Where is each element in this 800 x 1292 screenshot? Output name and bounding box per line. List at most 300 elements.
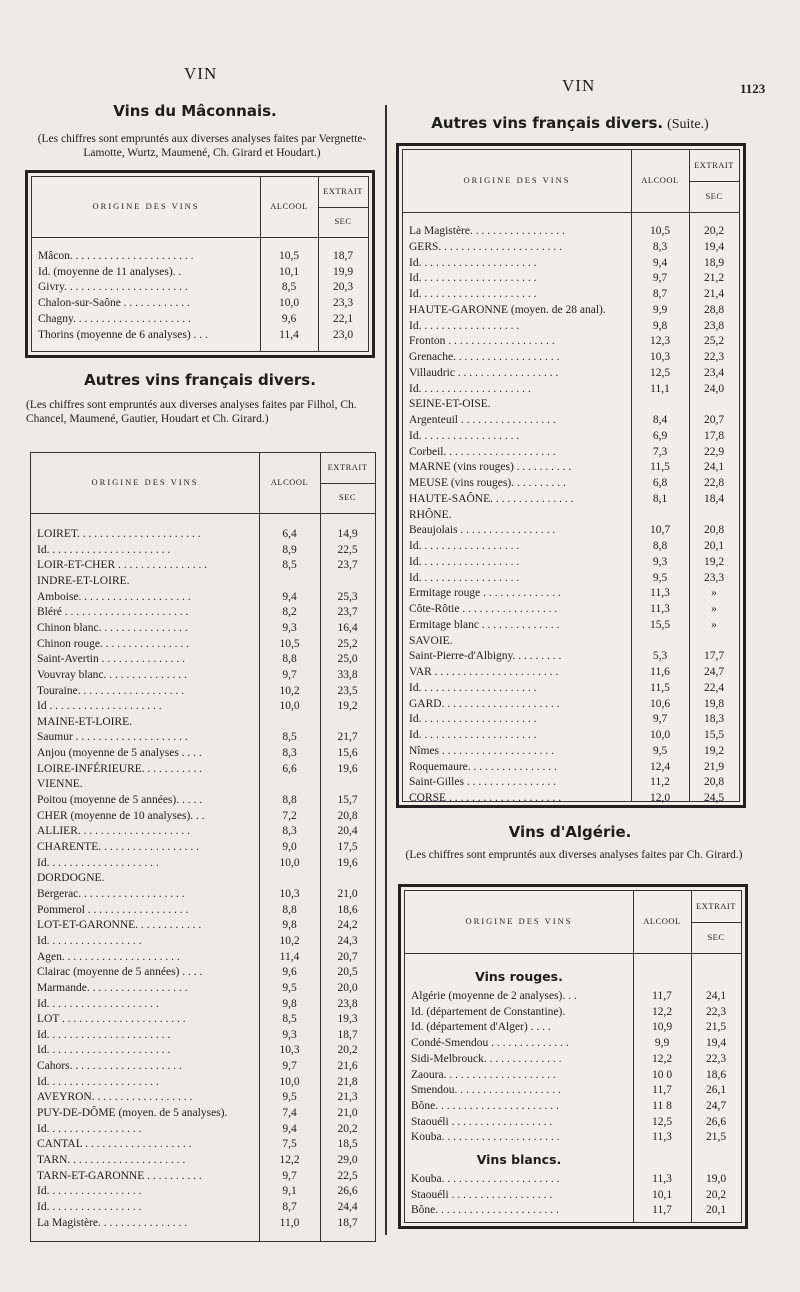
extract-cell: 22,8: [703, 477, 725, 489]
table-row: [403, 397, 739, 412]
table-row: [32, 280, 368, 295]
extract-cell: 24,5: [703, 792, 725, 804]
extract-cell: 19,6: [337, 762, 358, 775]
extract-cell: 24,3: [337, 934, 358, 947]
extract-cell: 24,1: [705, 990, 727, 1002]
extract-cell: 22,3: [705, 1052, 727, 1065]
extract-cell: 22,4: [703, 681, 725, 694]
origin-cell: Nîmes . . . . . . . . . . . . . . . . . . . .: [409, 744, 555, 757]
extract-cell: 22,9: [703, 445, 725, 458]
table-row: [403, 775, 739, 790]
table-row: [403, 476, 739, 491]
origin-cell: VAR . . . . . . . . . . . . . . . . . . . . . .: [409, 666, 559, 678]
table-row: [31, 605, 375, 620]
alcohol-cell: 8,7: [652, 288, 668, 300]
alcohol-cell: 9,5: [652, 744, 668, 757]
table-row: [403, 413, 739, 428]
extract-cell: 21,7: [337, 731, 358, 744]
table-row: [403, 665, 739, 680]
origin-cell: Id. . . . . . . . . . . . . . . . . . . . .: [409, 288, 537, 300]
table-row: [403, 586, 739, 601]
running-head-right: VIN: [562, 76, 596, 95]
alcohol-cell: 11,3: [652, 1173, 672, 1185]
extract-cell: 33,8: [337, 668, 358, 681]
section-title-suite-suffix: (Suite.): [667, 117, 709, 132]
table-row: [31, 809, 375, 824]
table-row: [31, 1090, 375, 1105]
alcohol-cell: 9,1: [282, 1185, 297, 1198]
extract-cell: »: [711, 618, 717, 631]
alcohol-cell: 7,5: [282, 1138, 297, 1151]
extract-cell: 23,0: [332, 328, 354, 341]
extract-cell: 18,7: [337, 1216, 358, 1229]
alcohol-cell: 9,7: [282, 668, 297, 681]
alcohol-cell: 11,4: [279, 950, 300, 963]
alcohol-cell: 11,7: [652, 1204, 672, 1217]
alcohol-cell: 10,0: [278, 297, 300, 310]
origin-cell: Id. . . . . . . . . . . . . . . . .: [37, 934, 142, 947]
section-note-maconnais: (Les chiffres sont empruntés aux diverses analyses faites par Vergnette-Lamotte, Wurtz, Maumené, Ch. Girard et Houdart.): [37, 133, 367, 159]
alcohol-cell: 9,0: [282, 841, 297, 853]
alcohol-cell: 10,5: [649, 225, 671, 237]
alcohol-cell: 9,4: [652, 256, 668, 269]
alcohol-cell: 12,5: [649, 366, 671, 379]
header-alcohol: ALCOOL: [641, 175, 679, 185]
alcohol-cell: 6,9: [652, 429, 668, 442]
table-row: [31, 1122, 375, 1137]
extract-cell: 28,8: [703, 303, 725, 316]
origin-cell: Id. . . . . . . . . . . . . . . . .: [37, 1200, 142, 1213]
origin-cell: CANTAL . . . . . . . . . . . . . . . . . . .: [37, 1138, 192, 1151]
subsection-title: Vins blancs.: [476, 1152, 562, 1167]
extract-cell: 24,0: [703, 382, 725, 395]
alcohol-cell: 8,8: [282, 903, 297, 916]
header-extract-sec: SEC: [334, 216, 352, 226]
origin-cell: Beaujolais . . . . . . . . . . . . . . . . .: [409, 524, 556, 537]
extract-cell: 18,6: [705, 1068, 727, 1081]
extract-cell: 20,8: [337, 809, 358, 822]
extract-cell: 18,9: [703, 256, 725, 269]
table-row: [403, 240, 739, 255]
origin-cell: Id . . . . . . . . . . . . . . . . . . . .: [37, 700, 162, 713]
alcohol-cell: 6,6: [282, 762, 297, 775]
alcohol-cell: 9,8: [282, 919, 297, 932]
origin-cell: Sidi-Melbrouck. . . . . . . . . . . . . .: [411, 1052, 562, 1065]
alcohol-cell: 10,0: [279, 856, 300, 869]
origin-cell: La Magistère. . . . . . . . . . . . . . . .: [37, 1216, 188, 1229]
origin-cell: GARD. . . . . . . . . . . . . . . . . . . . .: [409, 697, 560, 710]
table-row: [32, 296, 368, 311]
table-row: [31, 918, 375, 933]
table-row: [403, 539, 739, 554]
extract-cell: 18,6: [337, 903, 358, 916]
extract-cell: 23,7: [337, 559, 358, 572]
table-algerie: [398, 884, 748, 1229]
table-row: [31, 543, 375, 558]
origin-cell: HAUTE-SAÔNE. . . . . . . . . . . . . . .: [409, 492, 574, 505]
header-extract-sec: SEC: [338, 492, 357, 502]
extract-cell: 21,5: [705, 1021, 727, 1034]
origin-cell: LOIRE-INFÉRIEURE. . . . . . . . . . .: [37, 762, 203, 775]
origin-cell: Saint-Pierre-d'Albigny. . . . . . . . .: [409, 650, 562, 663]
extract-cell: 20,5: [337, 966, 358, 979]
alcohol-cell: 8,5: [282, 1013, 297, 1026]
table-row: [403, 634, 739, 649]
alcohol-cell: 9,8: [652, 319, 668, 332]
extract-cell: 19,8: [703, 697, 725, 710]
origin-cell: RHÔNE.: [409, 508, 452, 521]
alcohol-cell: 11,7: [652, 990, 672, 1002]
alcohol-cell: 12,2: [279, 1154, 300, 1166]
extract-cell: 23,4: [703, 366, 725, 379]
origin-cell: Corbeil. . . . . . . . . . . . . . . . . . . .: [409, 445, 556, 458]
table-row: [405, 1005, 741, 1020]
extract-cell: 20,0: [337, 981, 358, 994]
origin-cell: La Magistère. . . . . . . . . . . . . . . . .: [409, 225, 565, 237]
table-row: [403, 760, 739, 775]
origin-cell: Id. . . . . . . . . . . . . . . . . . . . .: [409, 681, 537, 694]
origin-cell: Ermitage blanc . . . . . . . . . . . . . .: [409, 618, 560, 631]
origin-cell: Id. . . . . . . . . . . . . . . . . .: [409, 571, 520, 584]
table-row: [403, 350, 739, 365]
table-row: [31, 871, 375, 886]
origin-cell: Chinon blanc. . . . . . . . . . . . . . . .: [37, 621, 188, 634]
header-origin: ORIGINE DES VINS: [465, 916, 573, 926]
origin-cell: Roquemaure. . . . . . . . . . . . . . . .: [409, 760, 557, 773]
origin-cell: Bône. . . . . . . . . . . . . . . . . . . . . .: [411, 1204, 559, 1217]
table-suite: [396, 143, 746, 808]
extract-cell: 19,3: [337, 1013, 358, 1026]
header-rule: [403, 212, 739, 213]
alcohol-cell: 11,2: [650, 776, 670, 789]
alcohol-cell: 10,2: [279, 934, 300, 947]
extract-cell: 26,6: [705, 1115, 727, 1128]
table-row: [31, 574, 375, 589]
table-row: [32, 265, 368, 280]
origin-cell: Saint-Avertin . . . . . . . . . . . . . . .: [37, 653, 185, 666]
origin-cell: Kouba. . . . . . . . . . . . . . . . . . . . .: [411, 1173, 560, 1185]
extract-cell: 20,1: [705, 1204, 727, 1217]
table-row: [403, 523, 739, 538]
origin-cell: Zaoura. . . . . . . . . . . . . . . . . . . .: [411, 1068, 556, 1081]
extract-cell: 19,2: [337, 700, 358, 713]
header-rule: [318, 207, 368, 208]
origin-cell: CHARENTE. . . . . . . . . . . . . . . . . .: [37, 841, 199, 853]
origin-cell: Chagny. . . . . . . . . . . . . . . . . . . . .: [38, 312, 191, 325]
header-origin: ORIGINE DES VINS: [463, 175, 571, 185]
origin-cell: Touraine. . . . . . . . . . . . . . . . . . .: [37, 684, 185, 697]
alcohol-cell: 10,3: [649, 351, 671, 363]
extract-cell: 23,3: [703, 571, 725, 584]
alcohol-cell: 8,3: [282, 747, 297, 760]
table-row: [403, 728, 739, 743]
extract-cell: 25,0: [337, 653, 358, 666]
origin-cell: Id. . . . . . . . . . . . . . . . . .: [409, 429, 520, 442]
origin-cell: Id. . . . . . . . . . . . . . . . . .: [409, 540, 520, 552]
alcohol-cell: 10,0: [649, 729, 671, 741]
table-row: [31, 590, 375, 605]
table-row: [31, 1043, 375, 1058]
origin-cell: Bléré . . . . . . . . . . . . . . . . . . . . . .: [37, 606, 189, 619]
table-row: [403, 602, 739, 617]
origin-cell: Amboise. . . . . . . . . . . . . . . . . . . .: [37, 590, 191, 603]
alcohol-cell: 5,3: [652, 650, 668, 663]
header-extract-sec: SEC: [707, 931, 725, 942]
running-head-left: VIN: [184, 64, 218, 83]
extract-cell: 21,5: [705, 1131, 727, 1144]
extract-cell: 20,4: [337, 825, 358, 838]
alcohol-cell: 11,7: [652, 1084, 672, 1097]
table-row: [403, 303, 739, 318]
alcohol-cell: 8,8: [282, 653, 297, 666]
extract-cell: 22,3: [705, 1005, 727, 1018]
alcohol-cell: 9,9: [652, 303, 668, 316]
header-alcohol: ALCOOL: [270, 201, 308, 211]
table-row: [31, 1169, 375, 1184]
header-rule: [32, 237, 368, 238]
table-row: [31, 1075, 375, 1090]
table-row: [403, 429, 739, 444]
table-row: [403, 492, 739, 507]
extract-cell: 20,8: [703, 776, 725, 789]
header-extract: EXTRAIT: [694, 159, 734, 170]
origin-cell: Algérie (moyenne de 2 analyses). . .: [411, 990, 577, 1002]
alcohol-cell: 10,0: [279, 1075, 300, 1088]
header-origin: ORIGINE DES VINS: [91, 477, 199, 487]
extract-cell: 19,4: [703, 240, 725, 253]
alcohol-cell: 8,8: [282, 794, 297, 807]
origin-cell: Bône. . . . . . . . . . . . . . . . . . . . . .: [411, 1099, 559, 1112]
origin-cell: Chinon rouge. . . . . . . . . . . . . . . .: [37, 637, 190, 650]
extract-cell: 19,2: [703, 744, 725, 757]
origin-cell: Côte-Rôtie . . . . . . . . . . . . . . . . .: [409, 603, 558, 615]
table-row: [31, 668, 375, 683]
extract-cell: 15,6: [337, 747, 358, 760]
extract-cell: 24,1: [703, 461, 725, 474]
origin-cell: Id. . . . . . . . . . . . . . . . . . . . .: [409, 272, 537, 285]
extract-cell: 20,8: [703, 524, 725, 537]
extract-cell: 20,2: [705, 1188, 727, 1201]
origin-cell: SAVOIE.: [409, 634, 453, 647]
alcohol-cell: 12,5: [651, 1115, 673, 1128]
origin-cell: Ermitage rouge . . . . . . . . . . . . . .: [409, 587, 561, 600]
alcohol-cell: 9,7: [652, 272, 668, 285]
table-row: [403, 508, 739, 523]
origin-cell: MARNE (vins rouges) . . . . . . . . . .: [409, 461, 572, 474]
extract-cell: 20,1: [703, 540, 725, 552]
table-inner-frame: [31, 176, 369, 352]
extract-cell: 21,3: [337, 1091, 358, 1104]
origin-cell: Id. (moyenne de 11 analyses). .: [38, 265, 182, 278]
alcohol-cell: 11,3: [650, 603, 670, 615]
header-rule: [689, 181, 739, 182]
table-row: [403, 649, 739, 664]
origin-cell: HAUTE-GARONNE (moyen. de 28 anal).: [409, 303, 606, 316]
section-title-suite: Autres vins français divers.: [431, 114, 664, 132]
origin-cell: PUY-DE-DÔME (moyen. de 5 analyses).: [37, 1107, 228, 1120]
origin-cell: Id. (département d'Alger) . . . .: [411, 1021, 551, 1034]
table-row: [31, 1028, 375, 1043]
origin-cell: Chalon-sur-Saône . . . . . . . . . . . .: [38, 297, 190, 310]
alcohol-cell: 11,0: [279, 1216, 300, 1229]
origin-cell: VIENNE.: [37, 778, 83, 791]
table-row: [31, 777, 375, 792]
origin-cell: Id. . . . . . . . . . . . . . . . . . . .: [37, 1075, 159, 1088]
alcohol-cell: 11,4: [279, 328, 299, 341]
alcohol-cell: 10,0: [279, 700, 300, 713]
alcohol-cell: 10,1: [651, 1188, 673, 1201]
table-row: [405, 1115, 741, 1130]
extract-cell: 19,0: [705, 1173, 727, 1185]
alcohol-cell: 10,9: [651, 1021, 673, 1034]
extract-cell: 18,7: [337, 1028, 358, 1041]
extract-cell: 22,5: [337, 1169, 358, 1182]
extract-cell: 21,6: [337, 1060, 358, 1073]
origin-cell: Clairac (moyenne de 5 années) . . . .: [37, 966, 203, 979]
extract-cell: 24,4: [337, 1200, 358, 1213]
header-extract: EXTRAIT: [323, 186, 363, 196]
extract-cell: 16,4: [337, 621, 358, 634]
header-alcohol: ALCOOL: [270, 477, 309, 487]
origin-cell: Id. . . . . . . . . . . . . . . . . . . . .: [409, 713, 537, 726]
alcohol-cell: 12,2: [651, 1005, 673, 1018]
header-origin: ORIGINE DES VINS: [92, 201, 200, 211]
alcohol-cell: 10,6: [649, 697, 671, 710]
table-inner-frame: [404, 890, 742, 1223]
extract-cell: 22,5: [337, 543, 358, 556]
table-row: [31, 1184, 375, 1199]
table-row: [405, 1130, 741, 1145]
extract-cell: 25,2: [337, 637, 358, 650]
table-row: [31, 965, 375, 980]
table-row: [31, 981, 375, 996]
origin-cell: LOT-ET-GARONNE. . . . . . . . . . . .: [37, 919, 202, 932]
alcohol-cell: 9,7: [282, 1060, 297, 1073]
table-row: [31, 684, 375, 699]
table-row: [403, 224, 739, 239]
extract-cell: 25,3: [337, 590, 358, 603]
alcohol-cell: 9,4: [282, 1122, 297, 1135]
alcohol-cell: 8,5: [281, 281, 297, 294]
section-title-algerie: Vins d'Algérie.: [508, 823, 632, 841]
alcohol-cell: 9,8: [282, 997, 297, 1010]
table-row: [403, 334, 739, 349]
extract-cell: 18,7: [332, 250, 354, 262]
extract-cell: 24,7: [703, 666, 725, 678]
alcohol-cell: 9,5: [282, 1091, 297, 1104]
origin-cell: Saumur . . . . . . . . . . . . . . . . . . . .: [37, 731, 188, 744]
origin-cell: MAINE-ET-LOIRE.: [37, 715, 133, 728]
extract-cell: 18,5: [337, 1138, 358, 1151]
origin-cell: DORDOGNE.: [37, 872, 105, 885]
alcohol-cell: 11 8: [652, 1099, 672, 1112]
table-row: [31, 1153, 375, 1168]
alcohol-cell: 10,5: [278, 250, 300, 262]
extract-cell: 21,0: [337, 1107, 358, 1120]
alcohol-cell: 10,3: [279, 1044, 300, 1057]
extract-cell: 21,8: [337, 1075, 358, 1088]
table-maconnais: [25, 170, 375, 358]
extract-cell: 22,3: [703, 351, 725, 363]
alcohol-cell: 8,3: [282, 825, 297, 838]
alcohol-cell: 7,4: [282, 1107, 297, 1120]
origin-cell: Anjou (moyenne de 5 analyses . . . .: [37, 747, 202, 760]
page-number: 1123: [740, 81, 766, 96]
alcohol-cell: 11,3: [652, 1131, 672, 1144]
extract-cell: 18,4: [703, 492, 725, 505]
table-row: [32, 328, 368, 343]
extract-cell: 19,2: [703, 555, 725, 568]
origin-cell: LOIRET. . . . . . . . . . . . . . . . . . . . . .: [37, 528, 201, 540]
alcohol-cell: 9,7: [282, 1169, 297, 1182]
table-row: [405, 1036, 741, 1051]
extract-cell: 20,2: [337, 1122, 358, 1135]
table-row: [31, 1059, 375, 1074]
alcohol-cell: 8,3: [652, 240, 668, 253]
origin-cell: Id. . . . . . . . . . . . . . . . .: [37, 1122, 142, 1135]
section-title-maconnais: Vins du Mâconnais.: [113, 102, 277, 120]
alcohol-cell: 9,5: [652, 571, 668, 584]
alcohol-cell: 10,5: [279, 637, 300, 650]
origin-cell: TARN. . . . . . . . . . . . . . . . . . . . .: [37, 1154, 186, 1166]
header-rule: [320, 483, 375, 484]
table-row: [32, 312, 368, 327]
extract-cell: 20,7: [703, 414, 725, 426]
table-row: [403, 744, 739, 759]
table-row: [403, 287, 739, 302]
extract-cell: 15,7: [337, 794, 358, 807]
extract-cell: 21,2: [703, 272, 725, 285]
alcohol-cell: 7,3: [652, 445, 668, 458]
alcohol-cell: 9,7: [652, 713, 668, 726]
origin-cell: Givry. . . . . . . . . . . . . . . . . . . . . .: [38, 281, 188, 294]
section-note-algerie: (Les chiffres sont empruntés aux diverses analyses faites par Ch. Girard.): [405, 849, 743, 861]
origin-cell: Id. (département de Constantine).: [411, 1005, 566, 1018]
alcohol-cell: 11,3: [650, 587, 670, 600]
alcohol-cell: 11,5: [650, 461, 670, 474]
origin-cell: Id. . . . . . . . . . . . . . . . . . . .: [409, 382, 531, 395]
table-row: [405, 1083, 741, 1098]
table-row: [31, 699, 375, 714]
header-extract: EXTRAIT: [327, 462, 368, 472]
alcohol-cell: 8,9: [282, 543, 297, 556]
table-inner-frame: [402, 149, 740, 802]
origin-cell: INDRE-ET-LOIRE.: [37, 574, 130, 587]
extract-cell: 26,1: [705, 1084, 727, 1097]
table-row: [31, 652, 375, 667]
alcohol-cell: 6,4: [282, 528, 297, 540]
table-row: [31, 903, 375, 918]
header-alcohol: ALCOOL: [643, 916, 681, 926]
table-row: [31, 997, 375, 1012]
table-row: [405, 989, 741, 1004]
table-row: [403, 618, 739, 633]
alcohol-cell: 8,2: [282, 606, 297, 619]
extract-cell: 19,9: [332, 265, 354, 278]
origin-cell: TARN-ET-GARONNE . . . . . . . . . .: [37, 1169, 202, 1182]
subsection-title: Vins rouges.: [475, 969, 563, 984]
header-rule: [31, 513, 375, 514]
table-row: [405, 1203, 741, 1218]
table-row: [32, 249, 368, 264]
table-row: [405, 1052, 741, 1067]
extract-cell: 20,3: [332, 281, 354, 294]
alcohol-cell: 12,4: [649, 760, 671, 773]
table-row: [31, 746, 375, 761]
table-row: [405, 1020, 741, 1035]
alcohol-cell: 10,1: [278, 265, 300, 278]
table-row: [31, 621, 375, 636]
